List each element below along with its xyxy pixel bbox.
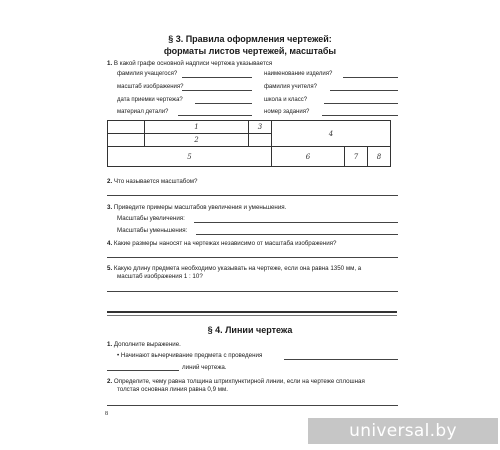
q1-field-left-4: материал детали? bbox=[117, 109, 169, 115]
q3-text: Приведите примеры масштабов увеличения и уменьшения. bbox=[113, 204, 287, 211]
bullet-icon: • bbox=[117, 352, 120, 359]
q1-answer-line-left-2[interactable] bbox=[182, 90, 252, 91]
page-number: 8 bbox=[105, 411, 108, 417]
section-divider-thick bbox=[107, 311, 397, 313]
q1-field-left-1: фамилия учащегося? bbox=[117, 71, 178, 77]
q4-number: 4. bbox=[107, 240, 113, 247]
q1-prompt bbox=[107, 60, 272, 68]
q2-text: Что называется масштабом? bbox=[113, 178, 198, 185]
s4q1-answer-line-b[interactable] bbox=[107, 370, 179, 371]
q2-number: 2. bbox=[107, 178, 113, 185]
q5-text-line2: масштаб изображения 1 : 10? bbox=[117, 273, 203, 280]
q1-field-right-1: наименование изделия? bbox=[264, 71, 333, 77]
q1-answer-line-left-3[interactable] bbox=[195, 103, 252, 104]
q1-field-right-4: номер задания? bbox=[264, 109, 310, 115]
q3-reduction-line[interactable] bbox=[196, 234, 398, 235]
grid-cell bbox=[108, 121, 145, 134]
q1-answer-line-left-1[interactable] bbox=[182, 77, 252, 78]
q1-answer-line-right-2[interactable] bbox=[330, 90, 398, 91]
q3-reduction-label: Масштабы уменьшения: bbox=[117, 227, 188, 234]
q1-text: В какой графе основной надписи чертежа указывается bbox=[113, 60, 273, 67]
q5-prompt-line1 bbox=[107, 265, 361, 273]
s4q1-bullet-text: Начинают вычерчивание предмета с проведения bbox=[120, 352, 263, 359]
q5-answer-line[interactable] bbox=[107, 291, 398, 292]
s4q1-tail-text: линий чертежа. bbox=[182, 364, 227, 371]
grid-cell-5: 5 bbox=[108, 147, 272, 167]
q1-number: 1. bbox=[107, 60, 113, 67]
s4q2-number: 2. bbox=[107, 378, 113, 385]
section3-title-line1: § 3. Правила оформления чертежей: bbox=[168, 34, 332, 44]
q4-text: Какие размеры наносят на чертежах независимо от масштаба изображения? bbox=[113, 240, 337, 247]
grid-cell-4: 4 bbox=[272, 121, 391, 147]
q1-answer-line-right-1[interactable] bbox=[343, 77, 398, 78]
grid-cell-1: 1 bbox=[145, 121, 249, 134]
section-divider-thin bbox=[107, 315, 397, 316]
q3-number: 3. bbox=[107, 204, 113, 211]
q1-field-left-2: масштаб изображения? bbox=[117, 84, 184, 90]
s4q1-answer-line-a[interactable] bbox=[284, 359, 398, 360]
s4q1-number: 1. bbox=[107, 341, 113, 348]
s4q2-prompt-line1 bbox=[107, 378, 365, 386]
s4q2-answer-line[interactable] bbox=[107, 405, 398, 406]
grid-cell-2: 2 bbox=[145, 134, 249, 147]
s4q1-prompt bbox=[107, 341, 181, 349]
q2-answer-line[interactable] bbox=[107, 195, 398, 196]
s4q1-bullet-line bbox=[117, 352, 262, 360]
watermark-badge: universal.by bbox=[308, 418, 498, 444]
q1-answer-line-right-4[interactable] bbox=[322, 115, 398, 116]
q1-answer-line-left-4[interactable] bbox=[178, 115, 252, 116]
s4q2-text-line2: толстая основная линия равна 0,9 мм. bbox=[117, 386, 228, 393]
q1-field-right-2: фамилия учителя? bbox=[264, 84, 317, 90]
q5-text-line1: Какую длину предмета необходимо указывать на чертеже, если она равна 1350 мм, а bbox=[113, 265, 362, 272]
title-block-grid bbox=[107, 120, 391, 167]
s4q2-text-line1: Определите, чему равна толщина штрихпунктирной линии, если на чертеже сплошная bbox=[113, 378, 365, 385]
q4-prompt bbox=[107, 240, 336, 248]
section3-title-line2: форматы листов чертежей, масштабы bbox=[163, 46, 337, 56]
q4-answer-line[interactable] bbox=[107, 257, 398, 258]
section4-title: § 4. Линии чертежа bbox=[207, 325, 293, 335]
q1-answer-line-right-3[interactable] bbox=[324, 103, 398, 104]
grid-cell-8: 8 bbox=[368, 147, 391, 167]
grid-cell-7: 7 bbox=[345, 147, 368, 167]
grid-cell bbox=[108, 134, 145, 147]
q3-prompt bbox=[107, 204, 286, 212]
q5-number: 5. bbox=[107, 265, 113, 272]
q2-prompt bbox=[107, 178, 198, 186]
grid-cell-6: 6 bbox=[272, 147, 345, 167]
q1-field-right-3: школа и класс? bbox=[264, 97, 308, 103]
q1-field-left-3: дата приемки чертежа? bbox=[117, 97, 183, 103]
q3-enlargement-line[interactable] bbox=[194, 222, 398, 223]
grid-cell bbox=[249, 134, 272, 147]
s4q1-text: Дополните выражение. bbox=[113, 341, 181, 348]
q3-enlargement-label: Масштабы увеличения: bbox=[117, 215, 185, 222]
grid-cell-3: 3 bbox=[249, 121, 272, 134]
